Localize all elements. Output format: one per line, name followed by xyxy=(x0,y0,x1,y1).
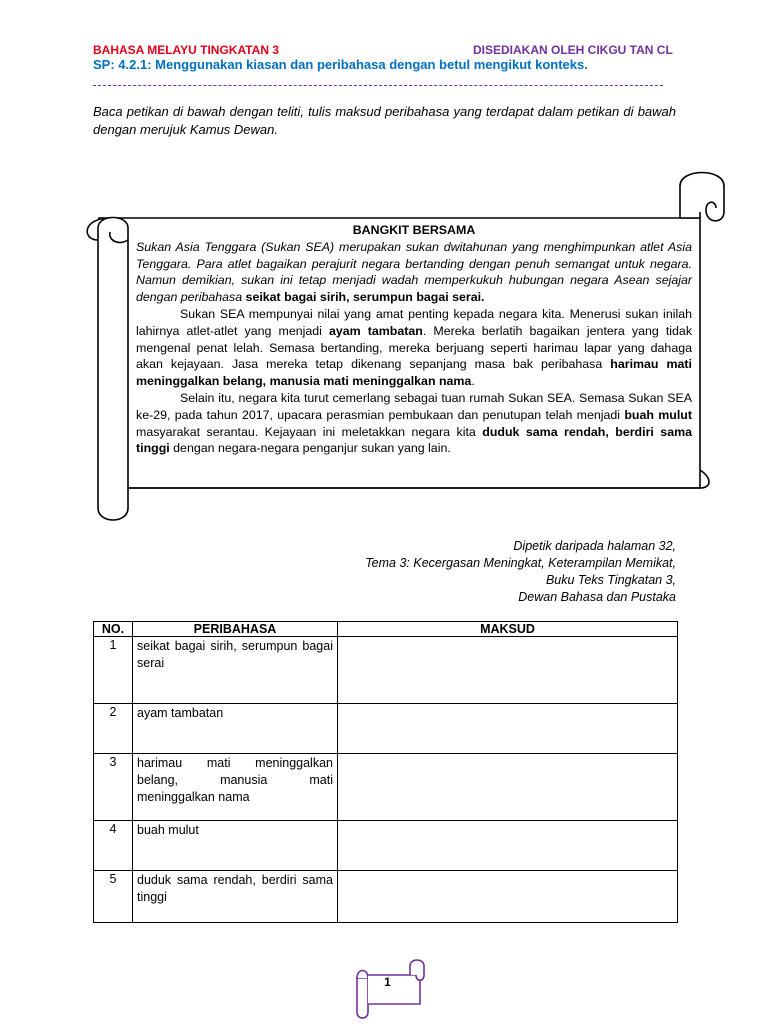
p2-text-c: . Mereka berlatih bagaikan jentera yang tidak mengenal penat lelah. Semasa bertanding, mereka berjuang seperti harimau lapar yang dahaga akan kejayaan. Jasa mereka tetap dikenang sepanjang masa bak peribahasa xyxy=(136,323,693,372)
header-author: DISEDIAKAN OLEH CIKGU TAN CL xyxy=(473,43,673,57)
learning-standard: SP: 4.2.1: Menggunakan kiasan dan peribahasa dengan betul mengikut konteks. xyxy=(93,57,588,72)
row-number: 4 xyxy=(94,821,133,871)
header-subject: BAHASA MELAYU TINGKATAN 3 xyxy=(93,43,280,57)
p3-text-a: Selain itu, negara kita turut cemerlang sebagai tuan rumah Sukan SEA. Semasa Sukan SEA ke-29, pada tahun 2017, upacara perasmian pembukaan dan penutupan telah menjadi xyxy=(136,390,692,422)
row-proverb: harimau mati meninggalkan belang, manusia mati meninggalkan nama xyxy=(133,754,338,821)
p1-proverb: seikat bagai sirih, serumpun bagai serai. xyxy=(245,290,485,305)
row-proverb: duduk sama rendah, berdiri sama tinggi xyxy=(133,871,338,923)
header-maksud: MAKSUD xyxy=(338,622,678,637)
p2-text-a: Sukan SEA mempunyai nilai yang amat penting kepada negara kita. Menerusi sukan inilah lahirnya atlet-atlet yang menjadi xyxy=(136,306,692,338)
source-line: Tema 3: Kecergasan Meningkat, Keterampilan Memikat, xyxy=(365,556,676,570)
header-no: NO. xyxy=(94,622,133,637)
row-number: 1 xyxy=(94,637,133,704)
p2-proverb-1: ayam tambatan xyxy=(328,323,423,338)
header-peribahasa: PERIBAHASA xyxy=(133,622,338,637)
page-number: 1 xyxy=(384,975,391,989)
source-line: Dipetik daripada halaman 32, xyxy=(513,539,676,553)
row-number: 3 xyxy=(94,754,133,821)
source-line: Dewan Bahasa dan Pustaka xyxy=(518,590,676,604)
instruction-text: Baca petikan di bawah dengan teliti, tulis maksud peribahasa yang terdapat dalam petikan di bawah dengan merujuk Kamus Dewan. xyxy=(93,104,676,137)
source-line: Buku Teks Tingkatan 3, xyxy=(545,573,676,587)
row-proverb: buah mulut xyxy=(133,821,338,871)
passage-title: BANGKIT BERSAMA xyxy=(352,223,476,237)
p3-proverb-1: buah mulut xyxy=(624,407,692,422)
p3-text-c: masyarakat serantau. Kejayaan ini meletakkan negara kita xyxy=(136,424,483,439)
row-proverb: seikat bagai sirih, serumpun bagai serai xyxy=(133,637,338,704)
p2-text-e: . xyxy=(471,374,475,389)
p2-proverb-2: harimau mati meninggalkan belang, manusia mati meninggalkan nama xyxy=(136,357,693,389)
p3-proverb-2: duduk sama rendah, berdiri sama tinggi xyxy=(136,424,692,456)
p1-text: Sukan Asia Tenggara (Sukan SEA) merupakan sukan dwitahunan yang menghimpunkan atlet Asia Tenggara. Para atlet bagaikan perajurit negara bertanding dengan penuh semangat untuk negara. Namun demikian, sukan ini tetap menjadi wadah memperkukuh hubungan negara Asean sejajar dengan peribahasa xyxy=(136,239,692,305)
row-number: 5 xyxy=(94,871,133,923)
p3-text-e: dengan negara-negara penganjur sukan yang lain. xyxy=(169,441,451,456)
row-number: 2 xyxy=(94,704,133,754)
row-proverb: ayam tambatan xyxy=(133,704,338,754)
